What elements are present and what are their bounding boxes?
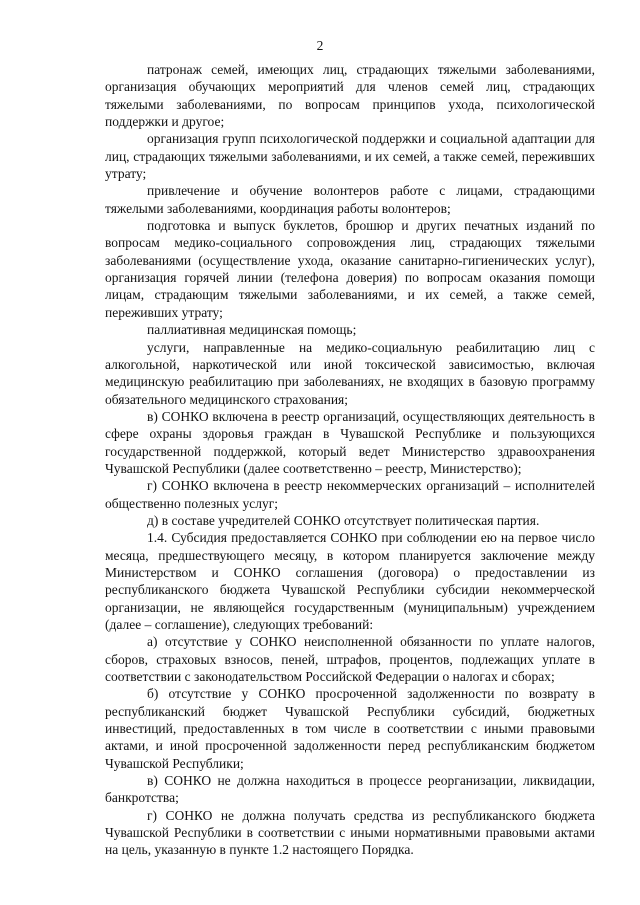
paragraph-item-v-registry: в) СОНКО включена в реестр организаций, осуществляющих деятельность в сфере охраны здоровья граждан в Чувашской Республике и пользующихся государственной поддержкой, который ведет Министерство здравоохранения Чувашской Республики (далее соответственно – реестр, Министерство); <box>105 408 595 476</box>
paragraph-booklets-hotline: подготовка и выпуск буклетов, брошюр и других печатных изданий по вопросам медико-социального сопровождения лиц, страдающих тяжелыми заболеваниями (осуществление ухода, оказание санитарно-гигиенических услуг), организация горячей линии (телефона доверия) по вопросам оказания помощи лицам, страдающим тяжелыми заболеваниями, и их семей, а также семей, переживших утрату; <box>105 218 595 320</box>
paragraph-req-b-debt: б) отсутствие у СОНКО просроченной задолженности по возврату в республиканский бюджет Чувашской Республики субсидий, бюджетных инвестиций, предоставленных в том числе в соответствии с иными правовыми актами, и иной просроченной задолженности перед республиканским бюджетом Чувашской Республики; <box>105 686 595 771</box>
page-number: 2 <box>316 38 324 53</box>
paragraph-req-a-taxes: а) отсутствие у СОНКО неисполненной обязанности по уплате налогов, сборов, страховых взносов, пеней, штрафов, процентов, подлежащих уплате в соответствии с законодательством Российской Федерации о налогах и сборах; <box>105 634 595 685</box>
document-body <box>105 61 595 859</box>
paragraph-rehabilitation: услуги, направленные на медико-социальную реабилитацию лиц с алкогольной, наркотической или иной токсической зависимостью, включая медицинскую реабилитацию при заболеваниях, не входящих в базовую программу обязательного медицинского страхования; <box>105 339 595 407</box>
paragraph-req-g-funding: г) СОНКО не должна получать средства из республиканского бюджета Чувашской Республики в соответствии с иными нормативными правовыми актами на цель, указанную в пункте 1.2 настоящего Порядка. <box>105 807 595 858</box>
paragraph-req-v-reorganization: в) СОНКО не должна находиться в процессе реорганизации, ликвидации, банкротства; <box>105 773 595 806</box>
paragraph-palliative-care: паллиативная медицинская помощь; <box>147 322 357 338</box>
paragraph-item-g-registry: г) СОНКО включена в реестр некоммерческих организаций – исполнителей общественно полезных услуг; <box>105 478 595 511</box>
paragraph-home-care: патронаж семей, имеющих лиц, страдающих тяжелыми заболеваниями, организация обучающих мероприятий для членов семей лиц, страдающих тяжелыми заболеваниями, по вопросам принципов ухода, психологической поддержки и другое; <box>105 62 595 130</box>
paragraph-section-1-4: 1.4. Субсидия предоставляется СОНКО при соблюдении ею на первое число месяца, предшествующего месяцу, в котором планируется заключение между Министерством и СОНКО соглашения (договора) о предоставлении из республиканского бюджета Чувашской Республики субсидии некоммерческой организации, не являющейся государственным (муниципальным) учреждением (далее – соглашение), следующих требований: <box>105 530 595 632</box>
paragraph-volunteers: привлечение и обучение волонтеров работе с лицами, страдающими тяжелыми заболеваниями, координация работы волонтеров; <box>105 183 595 216</box>
paragraph-item-d-founders: д) в составе учредителей СОНКО отсутствует политическая партия. <box>147 512 540 528</box>
paragraph-support-groups: организация групп психологической поддержки и социальной адаптации для лиц, страдающих тяжелыми заболеваниями, и их семей, а также семей, переживших утрату; <box>105 131 595 182</box>
